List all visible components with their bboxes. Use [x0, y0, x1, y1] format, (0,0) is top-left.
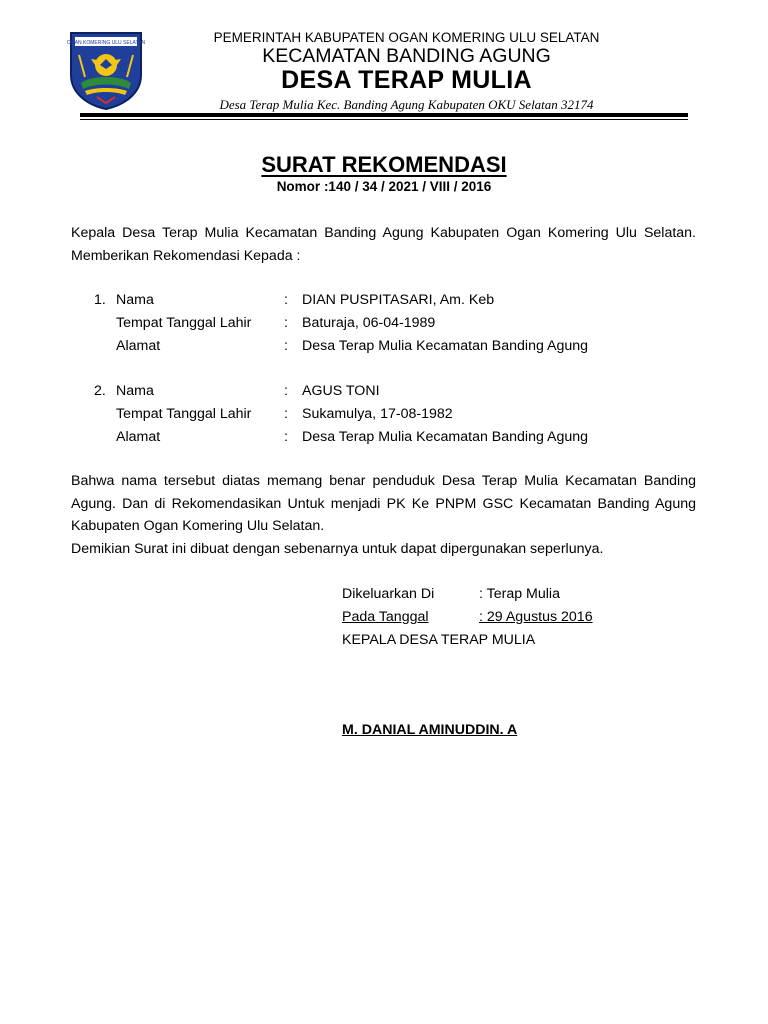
government-name: PEMERINTAH KABUPATEN OGAN KOMERING ULU SELATAN: [213, 30, 600, 45]
colon: :: [284, 383, 288, 399]
signatory-position: KEPALA DESA TERAP MULIA: [342, 632, 536, 648]
issued-at-value: : Terap Mulia: [479, 586, 560, 602]
letter-number: Nomor :140 / 34 / 2021 / VIII / 2016: [276, 179, 492, 194]
colon: :: [284, 338, 288, 354]
district-name: KECAMATAN BANDING AGUNG: [262, 45, 551, 67]
person-number: 2.: [94, 383, 106, 399]
date-label-underline: [342, 606, 479, 629]
intro-paragraph: Kepala Desa Terap Mulia Kecamatan Banding Agung Kabupaten Ogan Komering Ulu Selatan. Memberikan Rekomendasi Kepada :: [71, 225, 696, 264]
closing-sentence: Demikian Surat ini dibuat dengan sebenarnya untuk dapat dipergunakan seperlunya.: [71, 541, 604, 557]
person-address: Desa Terap Mulia Kecamatan Banding Agung: [302, 429, 589, 445]
person-name: DIAN PUSPITASARI, Am. Keb: [302, 292, 495, 308]
person-birth: Sukamulya, 17-08-1982: [302, 406, 453, 422]
letterhead-divider-thick: [80, 113, 688, 117]
statement-paragraph: Bahwa nama tersebut diatas memang benar penduduk Desa Terap Mulia Kecamatan Banding Agung. Dan di Rekomendasikan Untuk menjadi PK Ke PNPM GSC Kecamatan Banding Agung Kabupaten Ogan Komering Ulu Selatan.: [71, 473, 696, 534]
date-label: Pada Tanggal: [342, 609, 429, 625]
colon: :: [284, 292, 288, 308]
birth-label: Tempat Tanggal Lahir: [116, 315, 252, 331]
person-name: AGUS TONI: [302, 383, 380, 399]
letterhead-divider-thin: [80, 119, 688, 120]
name-label: Nama: [116, 383, 154, 399]
birth-label: Tempat Tanggal Lahir: [116, 406, 252, 422]
colon: :: [284, 429, 288, 445]
logo-lettering: OGAN KOMERING ULU SELATAN: [67, 40, 145, 46]
issued-at-label: Dikeluarkan Di: [342, 586, 435, 602]
signatory-name: M. DANIAL AMINUDDIN. A: [342, 722, 518, 738]
person-birth: Baturaja, 06-04-1989: [302, 315, 436, 331]
letter-title: SURAT REKOMENDASI: [261, 152, 507, 177]
name-label: Nama: [116, 292, 154, 308]
person-address: Desa Terap Mulia Kecamatan Banding Agung: [302, 338, 589, 354]
address-label: Alamat: [116, 429, 161, 445]
village-address: Desa Terap Mulia Kec. Banding Agung Kabupaten OKU Selatan 32174: [219, 97, 594, 112]
village-name: DESA TERAP MULIA: [281, 66, 532, 94]
address-label: Alamat: [116, 338, 161, 354]
colon: :: [284, 315, 288, 331]
colon: :: [284, 406, 288, 422]
person-number: 1.: [94, 292, 106, 308]
date-value: : 29 Agustus 2016: [479, 609, 593, 625]
